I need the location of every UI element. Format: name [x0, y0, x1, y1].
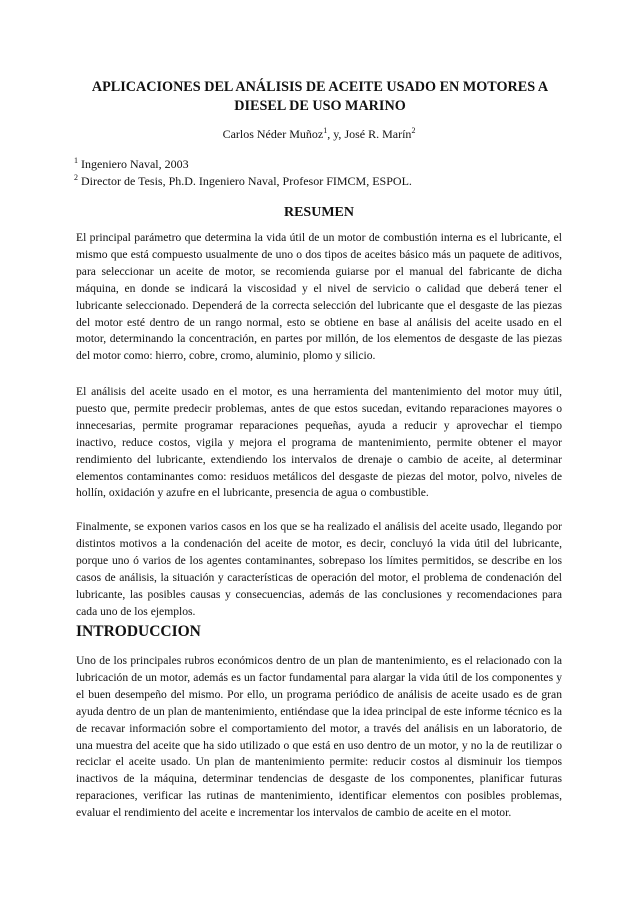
affiliation-1: [74, 156, 189, 172]
affiliation-1-number: 1: [74, 156, 78, 165]
author-2-affiliation-mark: 2: [411, 126, 416, 135]
resumen-paragraph-2: El análisis del aceite usado en el motor, es una herramienta del mantenimiento del motor muy útil, puesto que, permite predecir problemas, antes de que estos sucedan, evitando reparaciones mayores o innecesarias, permite programar reparaciones pequeñas, ayuda a reducir y aprovechar el tiempo inactivo, reduce costos, vigila y mejora el programa de mantenimiento, permite obtener el mayor rendimiento del lubricante, extendiendo los intervalos de drenaje o cambio de aceite, al determinar elementos contaminantes como: residuos metálicos del desgaste de piezas del motor, polvo, niveles de hollín, oxidación y azufre en el lubricante, presencia de agua o combustible.: [76, 385, 562, 500]
affiliation-1-text: Ingeniero Naval, 2003: [81, 157, 189, 171]
affiliation-2-number: 2: [74, 173, 78, 182]
author-2: José R. Marín: [344, 127, 412, 141]
resumen-heading: RESUMEN: [283, 205, 354, 220]
author-connector: , y,: [327, 127, 345, 141]
introduccion-paragraph: Uno de los principales rubros económicos dentro de un plan de mantenimiento, es el relacionado con la lubricación de un motor, además es un factor fundamental para alargar la vida útil de los componentes y el buen desempeño del mismo. Por ello, un programa periódico de análisis de aceite usado es de gran ayuda dentro de un plan de mantenimiento, entiéndase que la idea principal de este informe técnico es la de recavar información sobre el comportamiento del motor, a través del análisis en un laboratorio, de una muestra del aceite que ha sido utilizado o que está en uso dentro de un motor, y no la de reutilizar o reciclar el aceite usado. Un plan de mantenimiento permite: reducir costos al disminuir los tiempos inactivos de la máquina, determinar tendencias de desgaste de los componentes, planificar futuras reparaciones, verificar las rutinas de mantenimiento, identificar elementos con posibles problemas, evaluar el rendimiento del aceite e incrementar los intervalos de cambio de aceite en el motor.: [76, 654, 562, 820]
resumen-paragraph-3: Finalmente, se exponen varios casos en los que se ha realizado el análisis del aceite usado, llegando por distintos motivos a la condenación del aceite de motor, es decir, concluyó la vida útil del lubricante, porque uno ó varios de los agentes contaminantes, sobrepaso los límites permitidos, se describe en los casos de análisis, la situación y características de operación del motor, el problema de condenación del lubricante, las posibles causas y consecuencias, además de las conclusiones y recomendaciones para cada uno de los ejemplos.: [76, 520, 562, 618]
affiliation-2: [74, 173, 412, 189]
introduccion-heading: INTRODUCCION: [76, 623, 201, 640]
author-1: Carlos Néder Muñoz: [222, 127, 324, 141]
resumen-paragraph-1: El principal parámetro que determina la vida útil de un motor de combustión interna es el lubricante, el mismo que está compuesto usualmente de uno o dos tipos de aceites básico más un paquete de aditivos, para seleccionar un aceite de motor, se recomienda guiarse por el manual del fabricante de dicha máquina, en donde se indicará la viscosidad y el nivel de servicio o calidad que deberá tener el lubricante seleccionado. Dependerá de la correcta selección del lubricante que el desgaste de las piezas del motor esté dentro de un rango normal, esto se obtiene en base al análisis del aceite usado en el motor, determinando la concentración, en partes por millón, de los elementos de desgaste de las piezas del motor como: hierro, cobre, cromo, aluminio, plomo y silicio.: [76, 231, 562, 363]
author-1-affiliation-mark: 1: [323, 126, 328, 135]
affiliation-2-text: Director de Tesis, Ph.D. Ingeniero Naval, Profesor FIMCM, ESPOL.: [81, 174, 412, 188]
paper-title: APLICACIONES DEL ANÁLISIS DE ACEITE USADO EN MOTORES A DIESEL DE USO MARINO: [91, 79, 549, 114]
author-line: [0, 126, 638, 142]
